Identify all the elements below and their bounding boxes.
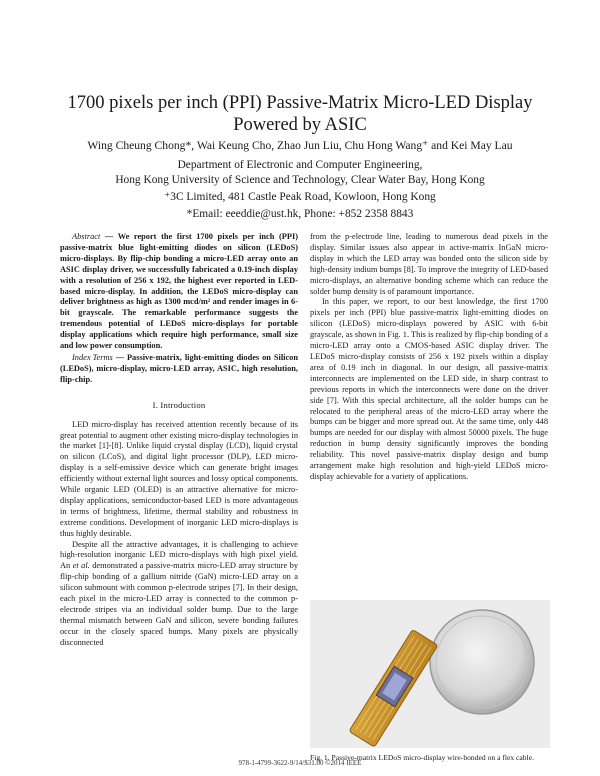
figure-photo (310, 600, 550, 748)
affiliation-company: ⁺3C Limited, 481 Castle Peak Road, Kowloon, Hong Kong (164, 191, 436, 203)
intro-paragraph-1: LED micro-display has received attention recently because of its great potential to augment other existing micro-display technologies in the market [1]-[8]. Unlike liquid crystal display (LCD), liquid crystal on silicon (LCoS), and digital light processor (DLP), LED micro-display is a self-emissive device which can generate bright images efficiently without external light sources and lossy optical components. While organic LED (OLED) is an attractive alternative for micro-display applications, semiconductor-based LED is more advantageous in terms of brightness, lifetime, thermal stability and robustness in extreme conditions. Development of inorganic LED micro-displays is thus highly desirable. (60, 419, 298, 538)
right-paragraph-2: In this paper, we report, to our best knowledge, the first 1700 pixels per inch (PPI) blue passive-matrix light-emitting diodes on silicon (LEDoS) micro-displays powered by ASIC with 6-bit grayscale, as shown in Fig. 1. This is realized by flip-chip bonding of a micro-LED array onto a CMOS-based ASIC display driver. The LEDoS micro-display consists of 256 x 192 pixels within a display area of 0.19 inch in diagonal. In our design, all passive-matrix interconnects are implemented on the LED side, in sharp contrast to previous reports in which the interconnects were done on the driver side [7]. With this special architecture, all the solder bumps can be relocated to the peripheral areas of the micro-LED array where the bumps can be bigger and more spread out. At the same time, only 448 bumps are needed for our display with almost 50000 pixels. The huge reduction in bump density significantly improves the bonding reliability. This novel passive-matrix display design and bump arrangement make high resolution and high-yield LEDoS micro-display achievable for a variety of applications. (310, 297, 548, 481)
figure-caption: Fig. 1. Passive-matrix LEDoS micro-display wire-bonded on a flex cable. (310, 753, 534, 762)
affiliation-university: Hong Kong University of Science and Technology, Clear Water Bay, Hong Kong (115, 174, 485, 186)
abstract-text: — We report the first 1700 pixels per inch (PPI) passive-matrix blue light-emitting diodes on silicon (LEDoS) micro-displays. By flip-chip bonding a micro-LED array onto an ASIC display driver, we successfully fabricated a 0.19-inch display with a resolution of 256 x 192, the highest ever reported in LED-based micro-display. In addition, the LEDoS micro-display can deliver brightness as high as 1300 mcd/m² and render images in 6-bit grayscale. The remarkable performance suggests the tremendous potential of LEDoS micro-displays for portable display applications which require high performance, small size and low power consumption. (60, 232, 298, 351)
abstract (60, 232, 298, 352)
et-al: et al. (72, 561, 90, 571)
coin (430, 610, 534, 714)
author-list: Wing Cheung Chong*, Wai Keung Cho, Zhao Jun Liu, Chu Hong Wang⁺ and Kei May Lau (87, 139, 513, 152)
affiliation-dept: Department of Electronic and Computer Engineering, (177, 159, 423, 171)
index-terms-label: Index Terms (72, 352, 113, 362)
intro-paragraph-2 (60, 540, 298, 649)
intro-paragraph-2-start: Despite all the attractive advantages, it is challenging to achieve high-resolution inorganic LED micro-displays with high pixel yield. An (60, 539, 298, 571)
left-column (60, 232, 298, 649)
abstract-label: Abstract (72, 232, 101, 241)
index-terms-text: — Passive-matrix, light-emitting diodes on Silicon (LEDoS), micro-display, micro-LED array, ASIC, high resolution, flip-chip. (60, 352, 298, 384)
contact-email: *Email: eeeddie@ust.hk, Phone: +852 2358 8843 (186, 208, 414, 220)
right-column (310, 232, 548, 483)
section-heading: I. Introduction (152, 399, 206, 410)
paper-title: 1700 pixels per inch (PPI) Passive-Matrix Micro-LED Display Powered by ASIC (67, 93, 533, 135)
intro-paragraph-2-end: demonstrated a passive-matrix micro-LED array structure by flip-chip bonding of a gallium nitride (GaN) micro-LED array on a silicon submount with common p-electrode stripes [7]. In their design, each pixel in the micro-LED array is connected to the common p-electrode stripes via an individual solder bump. Due to the large thermal mismatch between GaN and silicon, severe bonding failures occur in the closely spaced bumps. Many pixels are physically disconnected (60, 561, 298, 647)
copyright-footer: 978-1-4799-3622-9/14/$31.00 ©2014 IEEE (238, 759, 362, 767)
micro-display-photo (310, 600, 550, 748)
right-paragraph-1: from the p-electrode line, leading to numerous dead pixels in the display. Similar issues also appear in active-matrix InGaN micro-display in which the LED array was bonded onto the silicon side by high-density indium bumps [8]. To improve the integrity of LED-based micro-displays, an alternative bonding scheme which can reduce the solder bump density is of paramount importance. (310, 232, 548, 296)
index-terms (60, 353, 298, 386)
